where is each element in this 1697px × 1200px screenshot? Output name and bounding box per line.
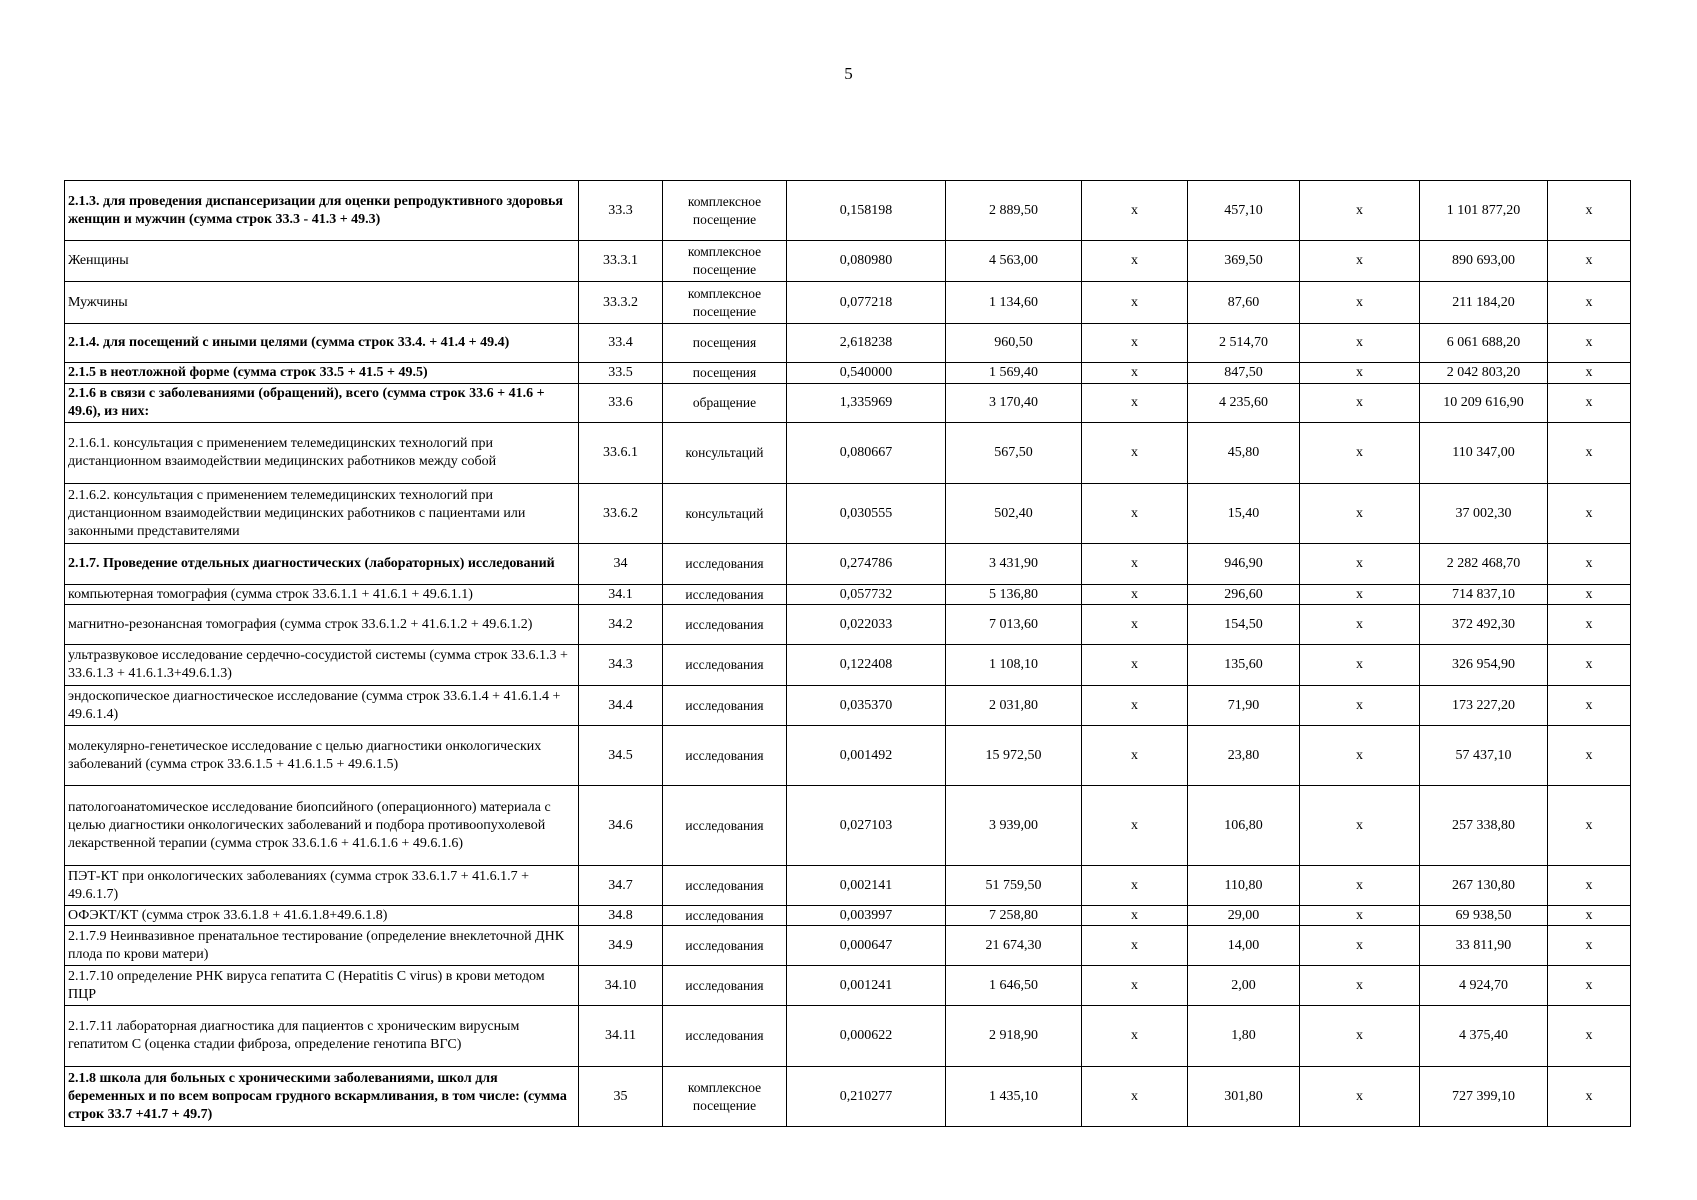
table-row	[65, 324, 1631, 363]
row-col9: 10 209 616,90	[1420, 384, 1548, 423]
row-col8: х	[1300, 1006, 1420, 1067]
row-name: 2.1.3. для проведения диспансеризации для оценки репродуктивного здоровья женщин и мужчин (сумма строк 33.3 - 41.3 + 49.3)	[65, 181, 579, 241]
row-cost: 2 031,80	[946, 686, 1082, 726]
table-row	[65, 423, 1631, 484]
row-col8: х	[1300, 1067, 1420, 1127]
row-col8: х	[1300, 363, 1420, 384]
row-col6: х	[1082, 384, 1188, 423]
row-col7: 45,80	[1188, 423, 1300, 484]
row-col6: х	[1082, 726, 1188, 786]
row-unit: исследования	[663, 866, 787, 906]
row-name: ультразвуковое исследование сердечно-сосудистой системы (сумма строк 33.6.1.3 + 33.6.1.3 + 41.6.1.3+49.6.1.3)	[65, 645, 579, 686]
row-name: 2.1.4. для посещений с иными целями (сумма строк 33.4. + 41.4 + 49.4)	[65, 324, 579, 363]
row-cost: 502,40	[946, 484, 1082, 544]
row-norm: 0,002141	[787, 866, 946, 906]
row-unit: комплексное посещение	[663, 282, 787, 324]
row-col10: х	[1548, 726, 1631, 786]
row-col8: х	[1300, 786, 1420, 866]
data-table	[64, 180, 1631, 1127]
row-name: 2.1.7.11 лабораторная диагностика для пациентов с хроническим вирусным гепатитом С (оценка стадии фиброза, определение генотипа ВГС)	[65, 1006, 579, 1067]
row-col10: х	[1548, 363, 1631, 384]
row-norm: 2,618238	[787, 324, 946, 363]
row-col7: 369,50	[1188, 241, 1300, 282]
row-norm: 0,158198	[787, 181, 946, 241]
row-code: 34.7	[579, 866, 663, 906]
row-col8: х	[1300, 544, 1420, 585]
row-cost: 7 258,80	[946, 906, 1082, 926]
row-col7: 106,80	[1188, 786, 1300, 866]
row-name: Женщины	[65, 241, 579, 282]
row-col9: 173 227,20	[1420, 686, 1548, 726]
row-norm: 0,000647	[787, 926, 946, 966]
row-col9: 326 954,90	[1420, 645, 1548, 686]
table-row	[65, 484, 1631, 544]
row-code: 34.6	[579, 786, 663, 866]
row-col10: х	[1548, 966, 1631, 1006]
row-col8: х	[1300, 906, 1420, 926]
row-col8: х	[1300, 585, 1420, 605]
row-col10: х	[1548, 605, 1631, 645]
row-cost: 1 646,50	[946, 966, 1082, 1006]
row-norm: 0,077218	[787, 282, 946, 324]
row-col7: 135,60	[1188, 645, 1300, 686]
table-row	[65, 1067, 1631, 1127]
row-col10: х	[1548, 906, 1631, 926]
row-name: 2.1.5 в неотложной форме (сумма строк 33.5 + 41.5 + 49.5)	[65, 363, 579, 384]
row-col10: х	[1548, 585, 1631, 605]
row-unit: консультаций	[663, 484, 787, 544]
row-col7: 154,50	[1188, 605, 1300, 645]
row-col6: х	[1082, 645, 1188, 686]
row-name: патологоанатомическое исследование биопсийного (операционного) материала с целью диагностики онкологических заболеваний и подбора противоопухолевой лекарственной терапии (сумма строк 33.6.1.6 + 41.6.1.6 + 49.6.1.6)	[65, 786, 579, 866]
row-cost: 15 972,50	[946, 726, 1082, 786]
table-row	[65, 241, 1631, 282]
row-norm: 0,035370	[787, 686, 946, 726]
table-row	[65, 181, 1631, 241]
row-col9: 6 061 688,20	[1420, 324, 1548, 363]
row-unit: исследования	[663, 686, 787, 726]
row-col8: х	[1300, 324, 1420, 363]
row-col6: х	[1082, 181, 1188, 241]
row-col9: 4 375,40	[1420, 1006, 1548, 1067]
row-code: 34.3	[579, 645, 663, 686]
row-col7: 15,40	[1188, 484, 1300, 544]
row-col10: х	[1548, 384, 1631, 423]
row-col7: 71,90	[1188, 686, 1300, 726]
row-code: 33.4	[579, 324, 663, 363]
row-name: 2.1.7.10 определение РНК вируса гепатита С (Hepatitis C virus) в крови методом ПЦР	[65, 966, 579, 1006]
row-unit: комплексное посещение	[663, 241, 787, 282]
row-col7: 110,80	[1188, 866, 1300, 906]
row-cost: 3 170,40	[946, 384, 1082, 423]
row-norm: 0,000622	[787, 1006, 946, 1067]
row-code: 34.8	[579, 906, 663, 926]
row-code: 33.3	[579, 181, 663, 241]
row-col7: 14,00	[1188, 926, 1300, 966]
row-cost: 1 134,60	[946, 282, 1082, 324]
page-number: 5	[844, 64, 853, 83]
row-col7: 847,50	[1188, 363, 1300, 384]
row-cost: 51 759,50	[946, 866, 1082, 906]
row-norm: 0,027103	[787, 786, 946, 866]
row-col9: 714 837,10	[1420, 585, 1548, 605]
row-unit: посещения	[663, 363, 787, 384]
row-code: 33.6.1	[579, 423, 663, 484]
row-cost: 1 569,40	[946, 363, 1082, 384]
row-cost: 567,50	[946, 423, 1082, 484]
row-name: 2.1.7. Проведение отдельных диагностических (лабораторных) исследований	[65, 544, 579, 585]
table-row	[65, 966, 1631, 1006]
row-col8: х	[1300, 866, 1420, 906]
row-unit: исследования	[663, 926, 787, 966]
row-col6: х	[1082, 906, 1188, 926]
row-name: молекулярно-генетическое исследование с целью диагностики онкологических заболеваний (сумма строк 33.6.1.5 + 41.6.1.5 + 49.6.1.5)	[65, 726, 579, 786]
row-col9: 4 924,70	[1420, 966, 1548, 1006]
row-code: 33.5	[579, 363, 663, 384]
row-unit: исследования	[663, 605, 787, 645]
row-col10: х	[1548, 423, 1631, 484]
row-col8: х	[1300, 966, 1420, 1006]
row-col6: х	[1082, 363, 1188, 384]
row-col10: х	[1548, 484, 1631, 544]
row-col9: 69 938,50	[1420, 906, 1548, 926]
row-unit: обращение	[663, 384, 787, 423]
row-norm: 0,003997	[787, 906, 946, 926]
row-code: 33.6.2	[579, 484, 663, 544]
row-name: эндоскопическое диагностическое исследование (сумма строк 33.6.1.4 + 41.6.1.4 + 49.6.1.4)	[65, 686, 579, 726]
row-col6: х	[1082, 866, 1188, 906]
row-col8: х	[1300, 926, 1420, 966]
row-code: 35	[579, 1067, 663, 1127]
row-unit: исследования	[663, 645, 787, 686]
row-col6: х	[1082, 686, 1188, 726]
row-col6: х	[1082, 605, 1188, 645]
row-unit: комплексное посещение	[663, 181, 787, 241]
row-col6: х	[1082, 966, 1188, 1006]
row-unit: исследования	[663, 786, 787, 866]
row-col10: х	[1548, 282, 1631, 324]
row-name: компьютерная томография (сумма строк 33.6.1.1 + 41.6.1 + 49.6.1.1)	[65, 585, 579, 605]
row-col6: х	[1082, 324, 1188, 363]
row-col10: х	[1548, 926, 1631, 966]
row-cost: 960,50	[946, 324, 1082, 363]
row-cost: 4 563,00	[946, 241, 1082, 282]
row-col9: 2 042 803,20	[1420, 363, 1548, 384]
row-unit: консультаций	[663, 423, 787, 484]
row-name: ОФЭКТ/КТ (сумма строк 33.6.1.8 + 41.6.1.8+49.6.1.8)	[65, 906, 579, 926]
row-col6: х	[1082, 423, 1188, 484]
table-row	[65, 282, 1631, 324]
row-name: 2.1.7.9 Неинвазивное пренатальное тестирование (определение внеклеточной ДНК плода по крови матери)	[65, 926, 579, 966]
row-col8: х	[1300, 181, 1420, 241]
row-norm: 0,030555	[787, 484, 946, 544]
row-cost: 5 136,80	[946, 585, 1082, 605]
row-col7: 946,90	[1188, 544, 1300, 585]
row-unit: исследования	[663, 966, 787, 1006]
row-code: 33.3.2	[579, 282, 663, 324]
row-norm: 1,335969	[787, 384, 946, 423]
row-code: 34.2	[579, 605, 663, 645]
row-norm: 0,210277	[787, 1067, 946, 1127]
row-col6: х	[1082, 786, 1188, 866]
row-col6: х	[1082, 484, 1188, 544]
row-col9: 1 101 877,20	[1420, 181, 1548, 241]
row-col7: 1,80	[1188, 1006, 1300, 1067]
row-norm: 0,022033	[787, 605, 946, 645]
row-code: 33.6	[579, 384, 663, 423]
row-col8: х	[1300, 282, 1420, 324]
row-col8: х	[1300, 484, 1420, 544]
row-col10: х	[1548, 686, 1631, 726]
row-col6: х	[1082, 926, 1188, 966]
row-col9: 372 492,30	[1420, 605, 1548, 645]
row-name: 2.1.6 в связи с заболеваниями (обращений), всего (сумма строк 33.6 + 41.6 + 49.6), из них:	[65, 384, 579, 423]
row-code: 34.5	[579, 726, 663, 786]
row-code: 34.1	[579, 585, 663, 605]
row-col10: х	[1548, 645, 1631, 686]
table-row	[65, 384, 1631, 423]
row-cost: 3 939,00	[946, 786, 1082, 866]
table-row	[65, 926, 1631, 966]
row-col6: х	[1082, 1067, 1188, 1127]
table-row	[65, 726, 1631, 786]
row-norm: 0,057732	[787, 585, 946, 605]
row-col9: 33 811,90	[1420, 926, 1548, 966]
row-col9: 110 347,00	[1420, 423, 1548, 484]
row-unit: исследования	[663, 906, 787, 926]
row-cost: 21 674,30	[946, 926, 1082, 966]
row-cost: 7 013,60	[946, 605, 1082, 645]
row-col6: х	[1082, 585, 1188, 605]
table-row	[65, 605, 1631, 645]
row-code: 34.10	[579, 966, 663, 1006]
row-col10: х	[1548, 544, 1631, 585]
row-code: 34	[579, 544, 663, 585]
row-col8: х	[1300, 241, 1420, 282]
row-col7: 301,80	[1188, 1067, 1300, 1127]
row-col9: 2 282 468,70	[1420, 544, 1548, 585]
row-col7: 457,10	[1188, 181, 1300, 241]
row-col9: 267 130,80	[1420, 866, 1548, 906]
row-col9: 727 399,10	[1420, 1067, 1548, 1127]
row-code: 34.11	[579, 1006, 663, 1067]
row-unit: комплексное посещение	[663, 1067, 787, 1127]
row-name: магнитно-резонансная томография (сумма строк 33.6.1.2 + 41.6.1.2 + 49.6.1.2)	[65, 605, 579, 645]
row-col8: х	[1300, 645, 1420, 686]
row-col7: 2,00	[1188, 966, 1300, 1006]
table-row	[65, 544, 1631, 585]
row-name: ПЭТ-КТ при онкологических заболеваниях (сумма строк 33.6.1.7 + 41.6.1.7 + 49.6.1.7)	[65, 866, 579, 906]
row-col7: 87,60	[1188, 282, 1300, 324]
table-row	[65, 906, 1631, 926]
row-col7: 4 235,60	[1188, 384, 1300, 423]
row-cost: 2 889,50	[946, 181, 1082, 241]
row-col7: 23,80	[1188, 726, 1300, 786]
row-col8: х	[1300, 384, 1420, 423]
table-row	[65, 866, 1631, 906]
row-code: 34.4	[579, 686, 663, 726]
row-cost: 3 431,90	[946, 544, 1082, 585]
row-norm: 0,122408	[787, 645, 946, 686]
table-row	[65, 363, 1631, 384]
row-col6: х	[1082, 282, 1188, 324]
row-cost: 1 435,10	[946, 1067, 1082, 1127]
row-col6: х	[1082, 544, 1188, 585]
row-col10: х	[1548, 1067, 1631, 1127]
row-col10: х	[1548, 324, 1631, 363]
row-col6: х	[1082, 241, 1188, 282]
row-unit: исследования	[663, 1006, 787, 1067]
row-code: 34.9	[579, 926, 663, 966]
row-name: Мужчины	[65, 282, 579, 324]
row-unit: посещения	[663, 324, 787, 363]
row-name: 2.1.6.1. консультация с применением телемедицинских технологий при дистанционном взаимодействии медицинских работников между собой	[65, 423, 579, 484]
row-norm: 0,540000	[787, 363, 946, 384]
table-row	[65, 786, 1631, 866]
row-col10: х	[1548, 866, 1631, 906]
row-name: 2.1.8 школа для больных с хроническими заболеваниями, школ для беременных и по всем вопросам грудного вскармливания, в том числе: (сумма строк 33.7 +41.7 + 49.7)	[65, 1067, 579, 1127]
row-norm: 0,080667	[787, 423, 946, 484]
row-cost: 1 108,10	[946, 645, 1082, 686]
row-col9: 211 184,20	[1420, 282, 1548, 324]
table-body	[65, 181, 1631, 1127]
row-col9: 57 437,10	[1420, 726, 1548, 786]
row-col7: 29,00	[1188, 906, 1300, 926]
row-cost: 2 918,90	[946, 1006, 1082, 1067]
row-col10: х	[1548, 181, 1631, 241]
row-col8: х	[1300, 605, 1420, 645]
row-code: 33.3.1	[579, 241, 663, 282]
table-row	[65, 1006, 1631, 1067]
row-col6: х	[1082, 1006, 1188, 1067]
table-row	[65, 645, 1631, 686]
row-col10: х	[1548, 786, 1631, 866]
row-name: 2.1.6.2. консультация с применением телемедицинских технологий при дистанционном взаимодействии медицинских работников с пациентами или законными представителями	[65, 484, 579, 544]
row-col8: х	[1300, 686, 1420, 726]
row-col9: 890 693,00	[1420, 241, 1548, 282]
row-norm: 0,001492	[787, 726, 946, 786]
table-row	[65, 686, 1631, 726]
row-col9: 37 002,30	[1420, 484, 1548, 544]
row-col10: х	[1548, 1006, 1631, 1067]
row-unit: исследования	[663, 585, 787, 605]
row-unit: исследования	[663, 544, 787, 585]
row-col8: х	[1300, 726, 1420, 786]
row-col9: 257 338,80	[1420, 786, 1548, 866]
row-norm: 0,001241	[787, 966, 946, 1006]
row-col7: 2 514,70	[1188, 324, 1300, 363]
row-norm: 0,274786	[787, 544, 946, 585]
row-col7: 296,60	[1188, 585, 1300, 605]
row-unit: исследования	[663, 726, 787, 786]
row-norm: 0,080980	[787, 241, 946, 282]
row-col10: х	[1548, 241, 1631, 282]
row-col8: х	[1300, 423, 1420, 484]
table-row	[65, 585, 1631, 605]
